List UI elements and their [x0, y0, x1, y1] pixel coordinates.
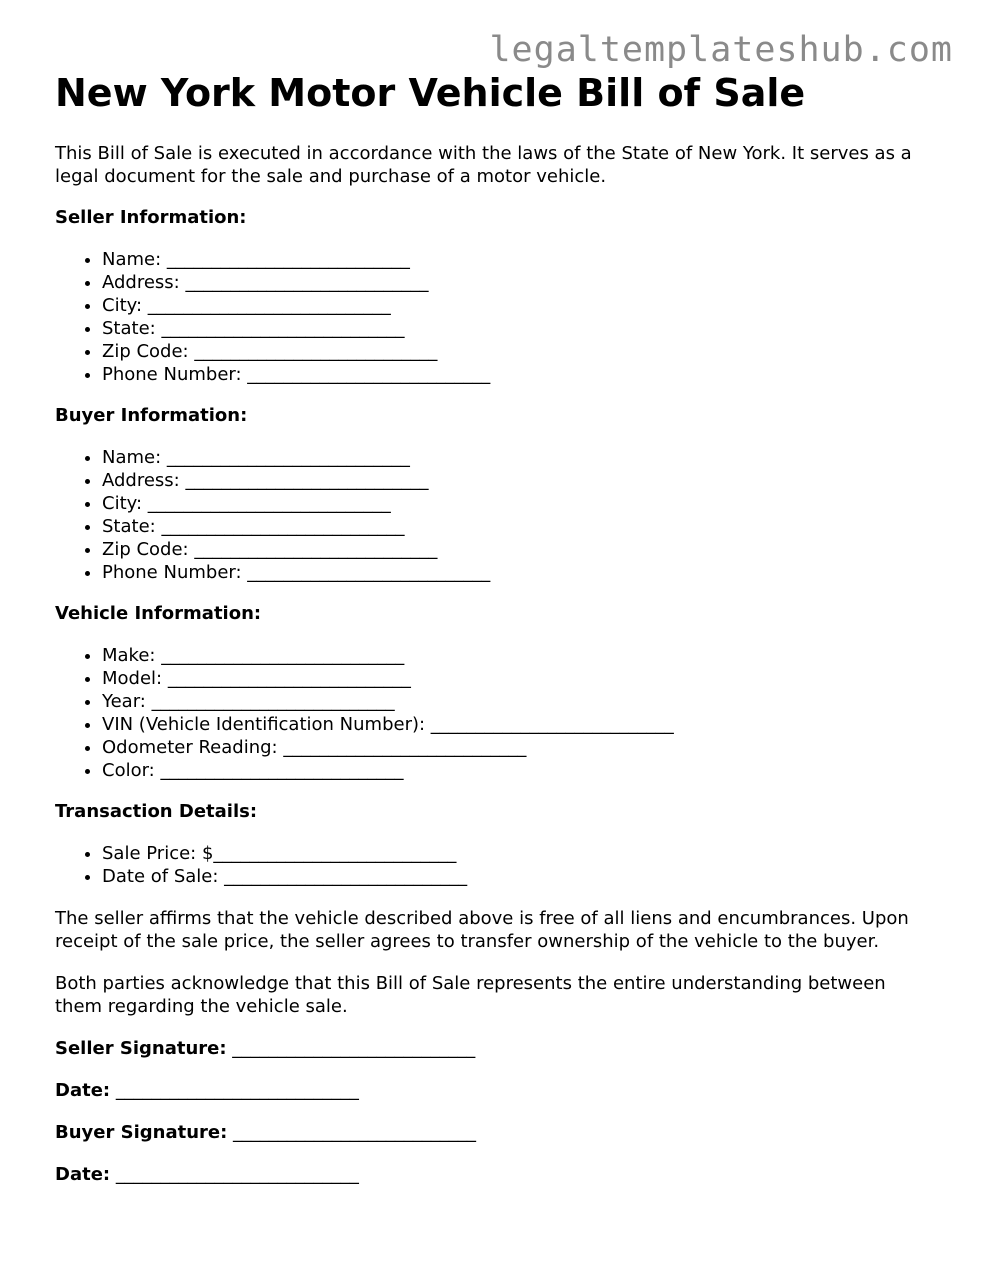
buyer-phone-field[interactable]: • Phone Number: ___________________________ — [102, 561, 935, 584]
acknowledgement-paragraph: Both parties acknowledge that this Bill of Sale represents the entire understanding between them regarding the vehicle sale. — [55, 973, 886, 1017]
buyer-signature-field[interactable]: Buyer Signature: ___________________________ — [55, 1122, 477, 1143]
document-title: New York Motor Vehicle Bill of Sale — [55, 71, 806, 115]
seller-state-field[interactable]: • State: ___________________________ — [102, 317, 935, 340]
seller-heading: Seller Information: — [55, 207, 247, 228]
seller-phone-field[interactable]: • Phone Number: ___________________________ — [102, 363, 935, 386]
transaction-fields — [55, 842, 935, 888]
vehicle-model-field[interactable]: • Model: ___________________________ — [102, 667, 935, 690]
buyer-zip-field[interactable]: • Zip Code: ___________________________ — [102, 538, 935, 561]
buyer-state-field[interactable]: • State: ___________________________ — [102, 515, 935, 538]
seller-name-field[interactable]: • Name: ___________________________ — [102, 248, 935, 271]
date-of-sale-field[interactable]: • Date of Sale: ___________________________ — [102, 865, 935, 888]
seller-zip-field[interactable]: • Zip Code: ___________________________ — [102, 340, 935, 363]
vehicle-color-field[interactable]: • Color: ___________________________ — [102, 759, 935, 782]
transaction-heading: Transaction Details: — [55, 801, 258, 822]
vehicle-make-field[interactable]: • Make: ___________________________ — [102, 644, 935, 667]
watermark: legaltemplateshub.com — [489, 30, 953, 70]
vehicle-fields — [55, 644, 935, 782]
affirmation-paragraph: The seller affirms that the vehicle described above is free of all liens and encumbrances. Upon receipt of the sale price, the seller agrees to transfer ownership of the vehicle to the buyer. — [55, 908, 909, 952]
document-page — [55, 70, 935, 1186]
buyer-date-field[interactable]: Date: ___________________________ — [55, 1164, 359, 1185]
buyer-name-field[interactable]: • Name: ___________________________ — [102, 446, 935, 469]
vehicle-vin-field[interactable]: • VIN (Vehicle Identification Number): ___________________________ — [102, 713, 935, 736]
seller-signature-field[interactable]: Seller Signature: ___________________________ — [55, 1038, 476, 1059]
sale-price-field[interactable]: • Sale Price: $___________________________ — [102, 842, 935, 865]
buyer-address-field[interactable]: • Address: ___________________________ — [102, 469, 935, 492]
intro-paragraph: This Bill of Sale is executed in accordance with the laws of the State of New York. It serves as a legal document for the sale and purchase of a motor vehicle. — [55, 143, 912, 187]
seller-fields — [55, 248, 935, 386]
vehicle-year-field[interactable]: • Year: ___________________________ — [102, 690, 935, 713]
buyer-city-field[interactable]: • City: ___________________________ — [102, 492, 935, 515]
seller-city-field[interactable]: • City: ___________________________ — [102, 294, 935, 317]
buyer-heading: Buyer Information: — [55, 405, 248, 426]
seller-address-field[interactable]: • Address: ___________________________ — [102, 271, 935, 294]
buyer-fields — [55, 446, 935, 584]
vehicle-heading: Vehicle Information: — [55, 603, 262, 624]
seller-date-field[interactable]: Date: ___________________________ — [55, 1080, 359, 1101]
vehicle-odometer-field[interactable]: • Odometer Reading: ___________________________ — [102, 736, 935, 759]
